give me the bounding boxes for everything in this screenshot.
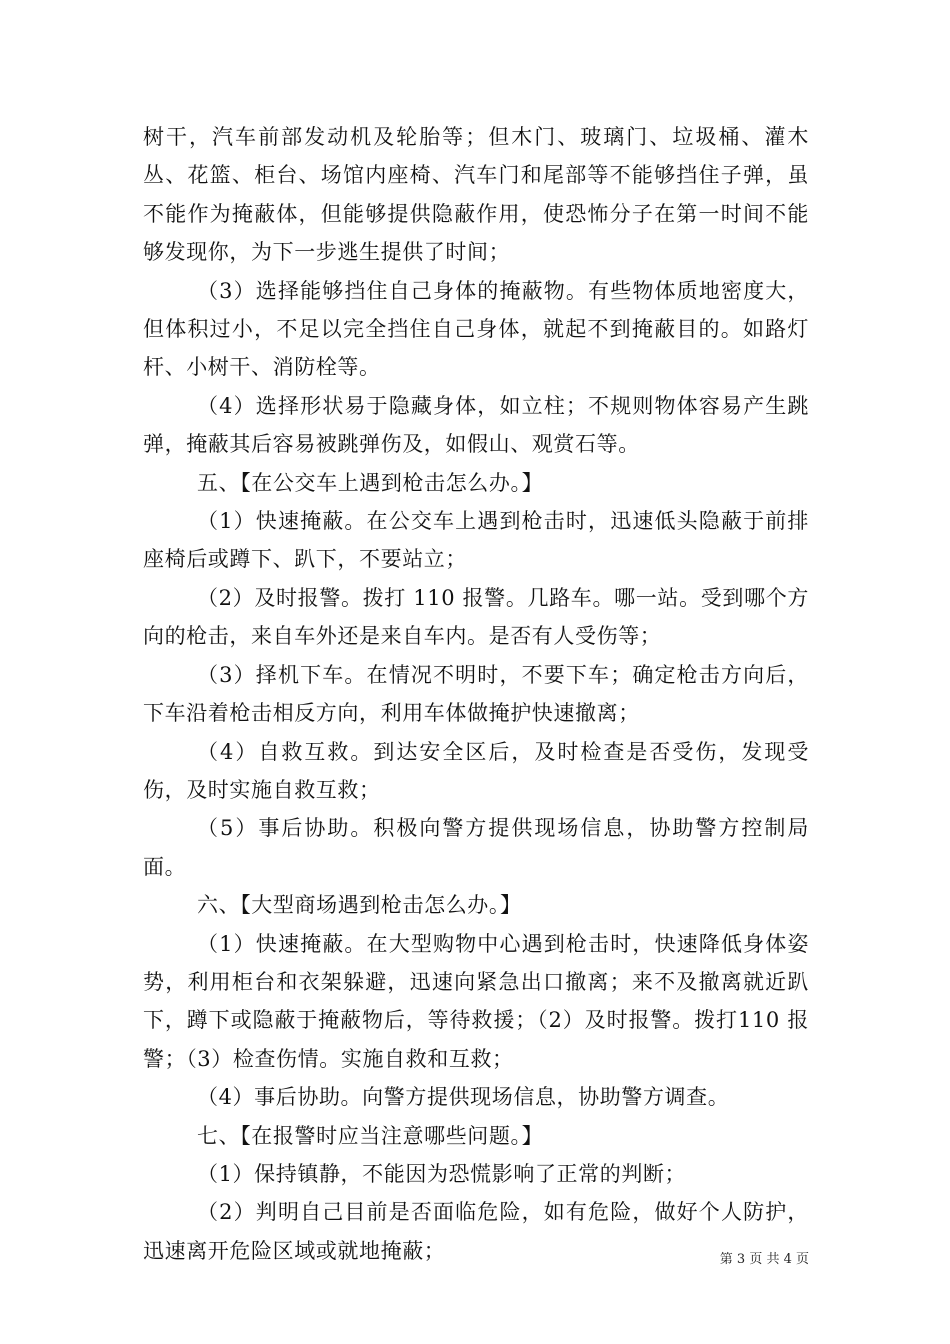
page-number-footer: 第 3 页 共 4 页 [719, 1252, 809, 1267]
section-heading-mall: 六、【大型商场遇到枪击怎么办。】 [197, 893, 522, 918]
document-body [143, 118, 809, 1270]
paragraph-bus-4: （4）自救互救。到达安全区后，及时检查是否受伤，发现受伤，及时实施自救互救； [143, 739, 809, 802]
section-heading-reporting: 七、【在报警时应当注意哪些问题。】 [197, 1123, 544, 1148]
paragraph-cover-examples: 树干，汽车前部发动机及轮胎等；但木门、玻璃门、垃圾桶、灌木丛、花篮、柜台、场馆内座椅、汽车门和尾部等不能够挡住子弹，虽不能作为掩蔽体，但能够提供隐蔽作用，使恐怖分子在第一时间不能够发现你，为下一步逃生提供了时间； [143, 125, 809, 265]
paragraph-bus-1: （1）快速掩蔽。在公交车上遇到枪击时，迅速低头隐蔽于前排座椅后或蹲下、趴下，不要站立； [143, 509, 809, 572]
paragraph-bus-2: （2）及时报警。拨打 110 报警。几路车。哪一站。受到哪个方向的枪击，来自车外还是来自车内。是否有人受伤等； [143, 585, 809, 649]
paragraph-item-3-cover-size: （3）选择能够挡住自己身体的掩蔽物。有些物体质地密度大，但体积过小，不足以完全挡住自己身体，就起不到掩蔽目的。如路灯杆、小树干、消防栓等。 [143, 278, 809, 380]
paragraph-mall-1-3: （1）快速掩蔽。在大型购物中心遇到枪击时，快速降低身体姿势，利用柜台和衣架躲避，迅速向紧急出口撤离；来不及撤离就近趴下，蹲下或隐蔽于掩蔽物后，等待救援；（2）及时报警。拨打110 报警；（3）检查伤情。实施自救和互救； [143, 931, 809, 1071]
paragraph-bus-5: （5）事后协助。积极向警方提供现场信息，协助警方控制局面。 [143, 816, 809, 879]
paragraph-item-4-cover-shape: （4）选择形状易于隐藏身体，如立柱；不规则物体容易产生跳弹，掩蔽其后容易被跳弹伤及，如假山、观赏石等。 [143, 393, 809, 457]
section-heading-bus: 五、【在公交车上遇到枪击怎么办。】 [197, 470, 544, 495]
paragraph-reporting-1: （1）保持镇静，不能因为恐慌影响了正常的判断； [197, 1161, 687, 1186]
paragraph-reporting-2: （2）判明自己目前是否面临危险，如有危险，做好个人防护，迅速离开危险区域或就地掩蔽； [143, 1200, 809, 1263]
paragraph-mall-4: （4）事后协助。向警方提供现场信息，协助警方调查。 [197, 1085, 730, 1110]
paragraph-bus-3: （3）择机下车。在情况不明时，不要下车；确定枪击方向后，下车沿着枪击相反方向，利用车体做掩护快速撤离； [143, 662, 809, 726]
